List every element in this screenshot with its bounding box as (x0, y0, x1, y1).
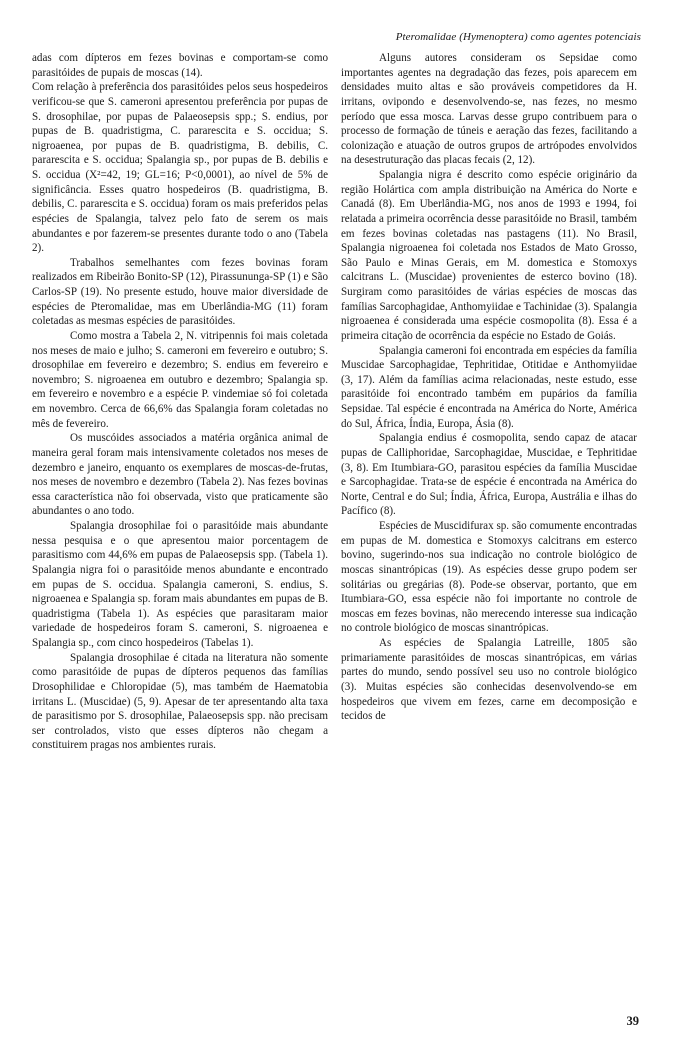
paragraph: Os muscóides associados a matéria orgânica animal de maneira geral foram mais intensivamente coletados nos meses de dezembro e janeiro, enquanto os exemplares de moscas-de-frutas, nos meses de novembro e dezembro (Tabela 2). Nas fezes bovinas essa característica não foi observada, visto que praticamente são abundantes o ano todo. (32, 432, 328, 518)
paragraph: adas com dípteros em fezes bovinas e comportam-se como parasitóides de pupais de moscas (14). (32, 52, 328, 79)
paragraph: Spalangia endius é cosmopolita, sendo capaz de atacar pupas de Calliphoridae, Sarcophagidae, Muscidae, e Tephritidae (3, 8). Em Itumbiara-GO, parasitou espécies da família Muscidae e Sarcophagidae. Trata-se de espécie é encontrada na América do Norte, Central e do Sul; Índia, África, Europa, Austrália e ilhas do Pacífico (8). (341, 432, 637, 518)
paragraph: Alguns autores consideram os Sepsidae como importantes agentes na degradação das fezes, pois aparecem em densidades muito altas e são prováveis competidores da H. irritans, ovipondo e desenvolvendo-se, nas fezes, no mesmo período que essa mosca. Larvas desse grupo contribuem para o processo de formação de túneis e aeração das fezes, facilitando a colonização e atuação de outros grupos de artrópodes envolvidos na desestruturação das placas fecais (2, 12). (341, 52, 637, 167)
paragraph: Spalangia cameroni foi encontrada em espécies da família Muscidae Sarcophagidae, Tephritidae, Otitidae e Anthomyiidae (3, 17). Além da famílias acima relacionadas, neste estudo, esse parasitóide foi encontrado também em pupários da família Sepsidae. Tal espécie é encontrada na América do Norte, América do Sul, África, Índia, Europa, Ásia (8). (341, 344, 637, 430)
paragraph: Como mostra a Tabela 2, N. vitripennis foi mais coletada nos meses de maio e julho; S. cameroni em fevereiro e outubro; S. drosophilae em fevereiro e dezembro; S. endius em fevereiro e novembro; S. nigroaenea em outubro e dezembro; Spalangia sp. em fevereiro e novembro e a espécie P. vindemiae só foi coletada em novembro. Cerca de 66,6% das Spalangia foram coletadas no mês de fevereiro. (32, 329, 328, 430)
paragraph: Trabalhos semelhantes com fezes bovinas foram realizados em Ribeirão Bonito-SP (12), Pirassununga-SP (1) e São Carlos-SP (19). No presente estudo, houve maior diversidade de espécies de Pteromalidae, mas em Uberlândia-MG (11) foram coletadas as mesmas espécies de parasitóides. (32, 256, 328, 328)
page-number: 39 (626, 1014, 639, 1028)
paragraph: Spalangia drosophilae foi o parasitóide mais abundante nessa pesquisa e o que apresentou maior porcentagem de parasitismo com 44,6% em pupas de Palaeosepsis spp. (Tabela 1). Spalangia nigra foi o parasitóide menos abundante e encontrado em pupas de S. occidua. Spalangia cameroni, S. endius, S. nigroaenea e Spalangia sp. foram mais abundantes em pupas de B. quadristigma (Tabela 1). As espécies que parasitaram maior variedade de hospedeiros foram S. cameroni, S. nigroaenea e Spalangia sp., com cinco hospedeiros (Tabelas 1). (32, 520, 328, 649)
right-column (341, 51, 637, 724)
paragraph: As espécies de Spalangia Latreille, 1805 são primariamente parasitóides de moscas sinantrópicas, em várias partes do mundo, sendo possível seu uso no controle biológico (3). Muitas espécies são conhecidas desenvolvendo-se em hospedeiros que vivem em fezes, carne em decomposição e tecidos de (341, 637, 637, 723)
running-header: Pteromalidae (Hymenoptera) como agentes potenciais (395, 31, 641, 43)
paragraph: Espécies de Muscidifurax sp. são comumente encontradas em pupas de M. domestica e Stomoxys calcitrans em esterco bovino, sugerindo-nos sua indicação no controle biológico de moscas sinantrópicas (19). As espécies desse grupo podem ser solitárias ou gregárias (8). Pode-se observar, portanto, que em Itumbiara-GO, essa espécie não foi importante no controle de moscas em fezes bovinas, não merecendo interesse sua indicação no controle biológico de moscas sinantrópicas. (341, 520, 637, 635)
paragraph: Spalangia nigra é descrito como espécie originário da região Holártica com ampla distribuição na América do Norte e Canadá (8). Em Uberlândia-MG, nos anos de 1993 e 1994, foi relatada a primeira ocorrência desse parasitóide no Brasil, também em fezes bovinas coletadas nas pastagens (11). No Brasil, Spalangia nigroaenea foi coletada nos Estados de Mato Grosso, São Paulo e Minas Gerais, em M. domestica e Stomoxys calcitrans L. (Muscidae) provenientes de esterco bovino (18). Surgiram como parasitóides de várias espécies de moscas das famílias Sarcophagidae, Anthomyiidae e Tachinidae (3). Spalangia nigroaenea é considerada uma espécie cosmopolita (8). Essa é a primeira citação de ocorrência da espécie no Estado de Goiás. (341, 169, 637, 342)
paragraph: Spalangia drosophilae é citada na literatura não somente como parasitóide de pupas de dípteros pequenos das famílias Drosophilidae e Chloropidae (5), mas também de Haematobia irritans L. (Muscidae) (5, 9). Apesar de ter apresentando alta taxa de parasitismo por S. drosophilae, Palaeosepsis spp. não precisam ser controlados, visto que esses dípteros não chegam a constituirem pragas nos ambientes rurais. (32, 651, 328, 752)
paragraph: Com relação à preferência dos parasitóides pelos seus hospedeiros verificou-se que S. cameroni apresentou preferência por pupas de S. drosophilae, por pupas de Palaeosepsis spp.; S. endius, por pupas de B. quadristigma, C. pararescita e S. occidua; S. nigroaenea, por pupas de B. quadristigma, B. debilis, C. pararescita e S. occidua; Spalangia sp., por pupas de B. debilis e S. occidua (X²=42, 19; GL=16; P<0,0001), ao nível de 5% de significância. Esses quatro hospedeiros (B. quadristigma, B. debilis, C. pararescita e S. occidua) foram os mais preferidos pelas espécies de Spalangia, talvez pelo fato de serem os mais abundantes e por fazerem-se presentes durante todo o ano (Tabela 2). (32, 81, 328, 255)
left-column (32, 51, 328, 753)
